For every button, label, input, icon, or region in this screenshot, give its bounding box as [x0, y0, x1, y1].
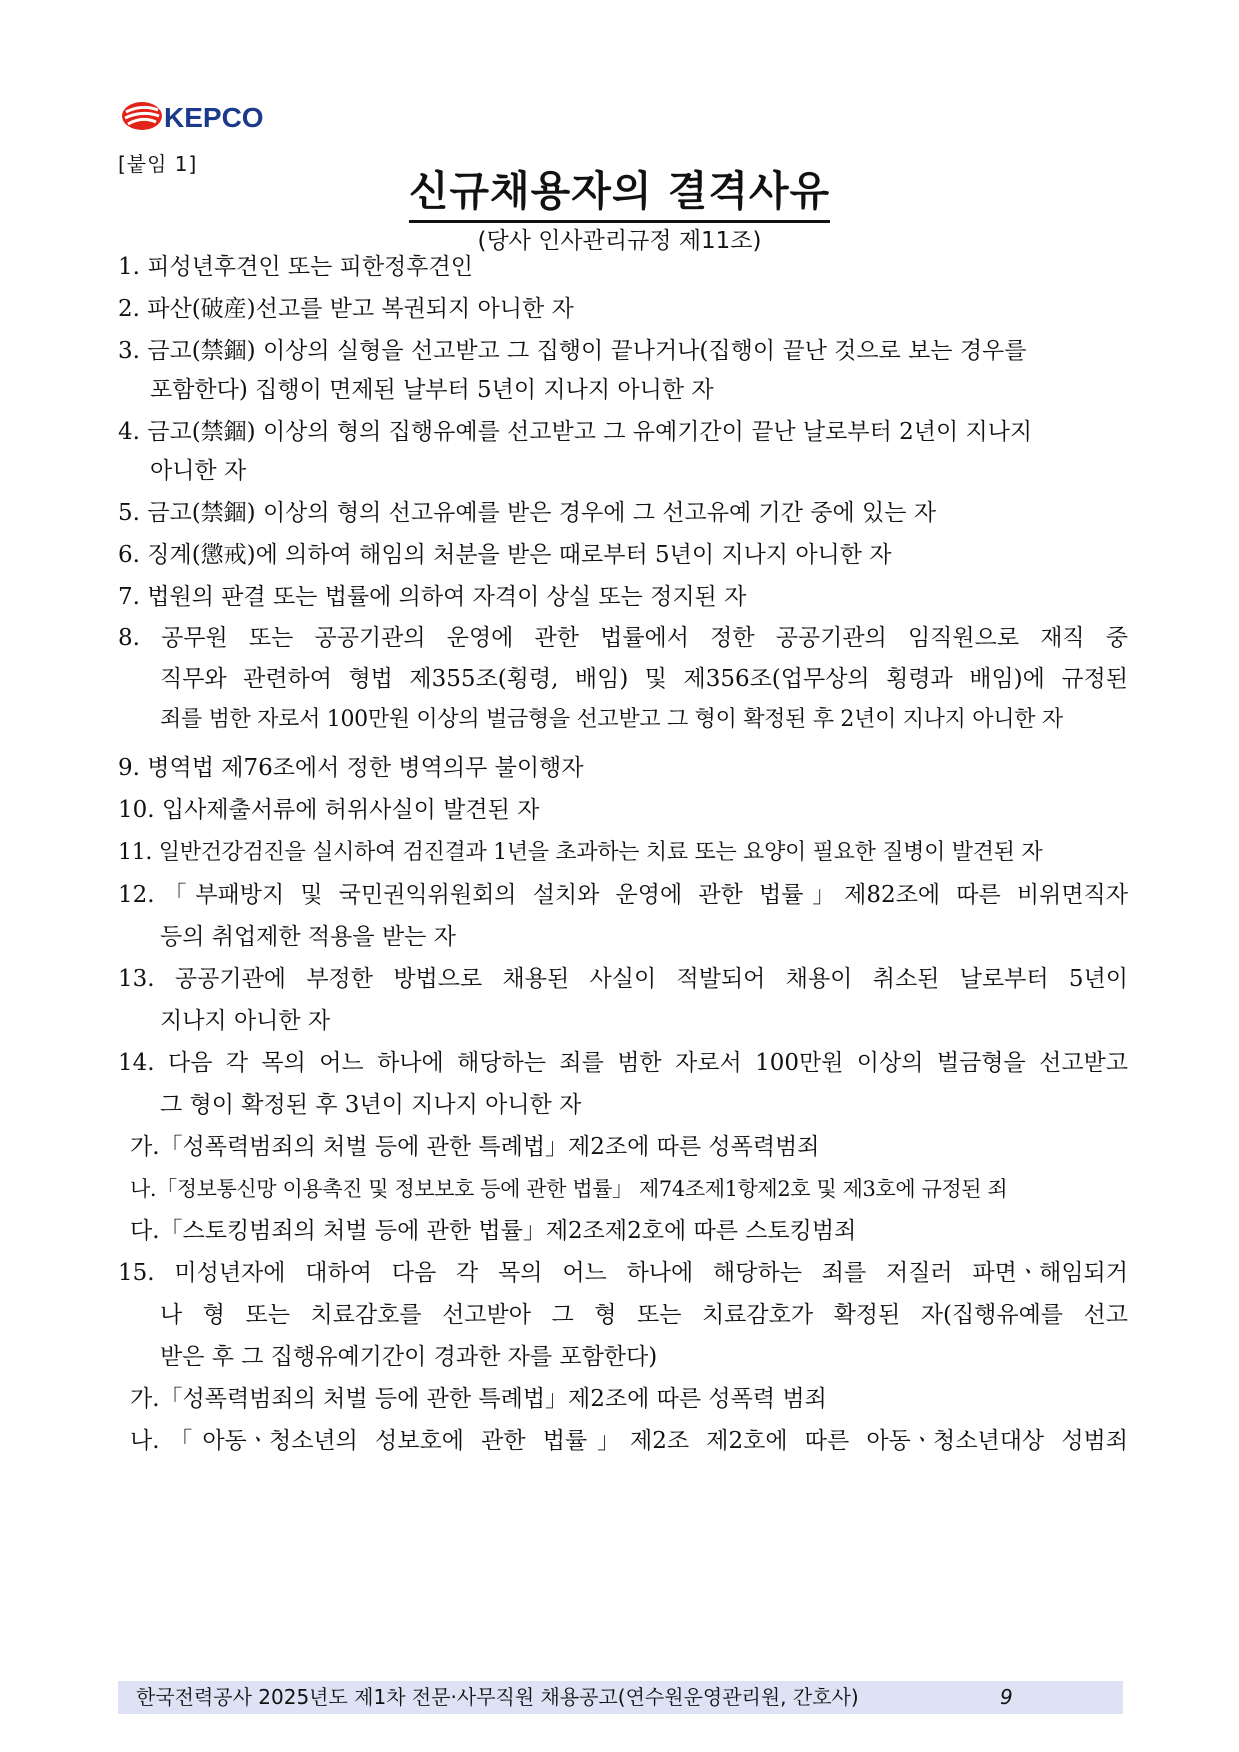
list-subitem: 가.「성폭력범죄의 처벌 등에 관한 특례법」제2조에 따른 성폭력 범죄 [130, 1386, 827, 1412]
list-item: 2. 파산(破産)선고를 받고 복권되지 아니한 자 [118, 296, 574, 322]
footer-text: 한국전력공사 2025년도 제1차 전문·사무직원 채용공고(연수원운영관리원, 간호사) [136, 1685, 859, 1709]
list-item-continuation: 받은 후 그 집행유예기간이 경과한 자를 포함한다) [160, 1344, 658, 1370]
list-item: 14. 다음 각 목의 어느 하나에 해당하는 죄를 범한 자로서 100만원 이상의 벌금형을 선고받고 [118, 1050, 1128, 1076]
list-item: 12.「부패방지 및 국민권익위원회의 설치와 운영에 관한 법률」제82조에 따른 비위면직자 [118, 882, 1128, 908]
list-item: 3. 금고(禁錮) 이상의 실형을 선고받고 그 집행이 끝나거나(집행이 끝난 것으로 보는 경우를 [118, 338, 1027, 364]
list-subitem: 나.「아동ㆍ청소년의 성보호에 관한 법률」제2조 제2호에 따른 아동ㆍ청소년대상 성범죄 [130, 1428, 1128, 1454]
footer-bar [118, 1681, 1123, 1714]
page-title: 신규채용자의 결격사유 [0, 158, 1239, 223]
list-item: 4. 금고(禁錮) 이상의 형의 집행유예를 선고받고 그 유예기간이 끝난 날로부터 2년이 지나지 [118, 419, 1033, 445]
list-item: 5. 금고(禁錮) 이상의 형의 선고유예를 받은 경우에 그 선고유예 기간 중에 있는 자 [118, 500, 936, 526]
list-subitem: 나.「정보통신망 이용촉진 및 정보보호 등에 관한 법률」 제74조제1항제2호 및 제3호에 규정된 죄 [130, 1177, 1008, 1201]
list-item-continuation: 죄를 범한 자로서 100만원 이상의 벌금형을 선고받고 그 형이 확정된 후 2년이 지나지 아니한 자 [160, 707, 1063, 732]
list-item: 13. 공공기관에 부정한 방법으로 채용된 사실이 적발되어 채용이 취소된 날로부터 5년이 [118, 966, 1128, 992]
list-item: 15. 미성년자에 대하여 다음 각 목의 어느 하나에 해당하는 죄를 저질러 파면ㆍ해임되거 [118, 1260, 1128, 1286]
list-item-continuation: 그 형이 확정된 후 3년이 지나지 아니한 자 [160, 1092, 582, 1118]
list-item: 1. 피성년후견인 또는 피한정후견인 [118, 254, 473, 280]
list-item-continuation: 포함한다) 집행이 면제된 날부터 5년이 지나지 아니한 자 [150, 377, 714, 403]
list-item-continuation: 나 형 또는 치료감호를 선고받아 그 형 또는 치료감호가 확정된 자(집행유예를 선고 [160, 1302, 1128, 1328]
attachment-label: [붙임 1] [118, 152, 198, 176]
list-item-continuation: 등의 취업제한 적용을 받는 자 [160, 924, 456, 950]
kepco-logo [120, 98, 280, 134]
page-subtitle: (당사 인사관리규정 제11조) [477, 228, 762, 254]
list-item-continuation: 아니한 자 [150, 458, 247, 484]
list-item: 6. 징계(懲戒)에 의하여 해임의 처분을 받은 때로부터 5년이 지나지 아니한 자 [118, 542, 892, 568]
list-item: 11. 일반건강검진을 실시하여 검진결과 1년을 초과하는 치료 또는 요양이 필요한 질병이 발견된 자 [118, 840, 1043, 865]
list-subitem: 가.「성폭력범죄의 처벌 등에 관한 특례법」제2조에 따른 성폭력범죄 [130, 1134, 820, 1160]
list-subitem: 다.「스토킹범죄의 처벌 등에 관한 법률」제2조제2호에 따른 스토킹범죄 [130, 1218, 857, 1244]
list-item: 9. 병역법 제76조에서 정한 병역의무 불이행자 [118, 755, 584, 781]
list-item: 10. 입사제출서류에 허위사실이 발견된 자 [118, 797, 540, 823]
page-number: 9 [1000, 1685, 1013, 1709]
logo-text: KEPCO [164, 102, 264, 133]
list-item-continuation: 지나지 아니한 자 [160, 1008, 331, 1034]
list-item: 8. 공무원 또는 공공기관의 운영에 관한 법률에서 정한 공공기관의 임직원으로 재직 중 [118, 625, 1128, 651]
list-item-continuation: 직무와 관련하여 형법 제355조(횡령, 배임) 및 제356조(업무상의 횡령과 배임)에 규정된 [160, 666, 1128, 692]
list-item: 7. 법원의 판결 또는 법률에 의하여 자격이 상실 또는 정지된 자 [118, 584, 747, 610]
